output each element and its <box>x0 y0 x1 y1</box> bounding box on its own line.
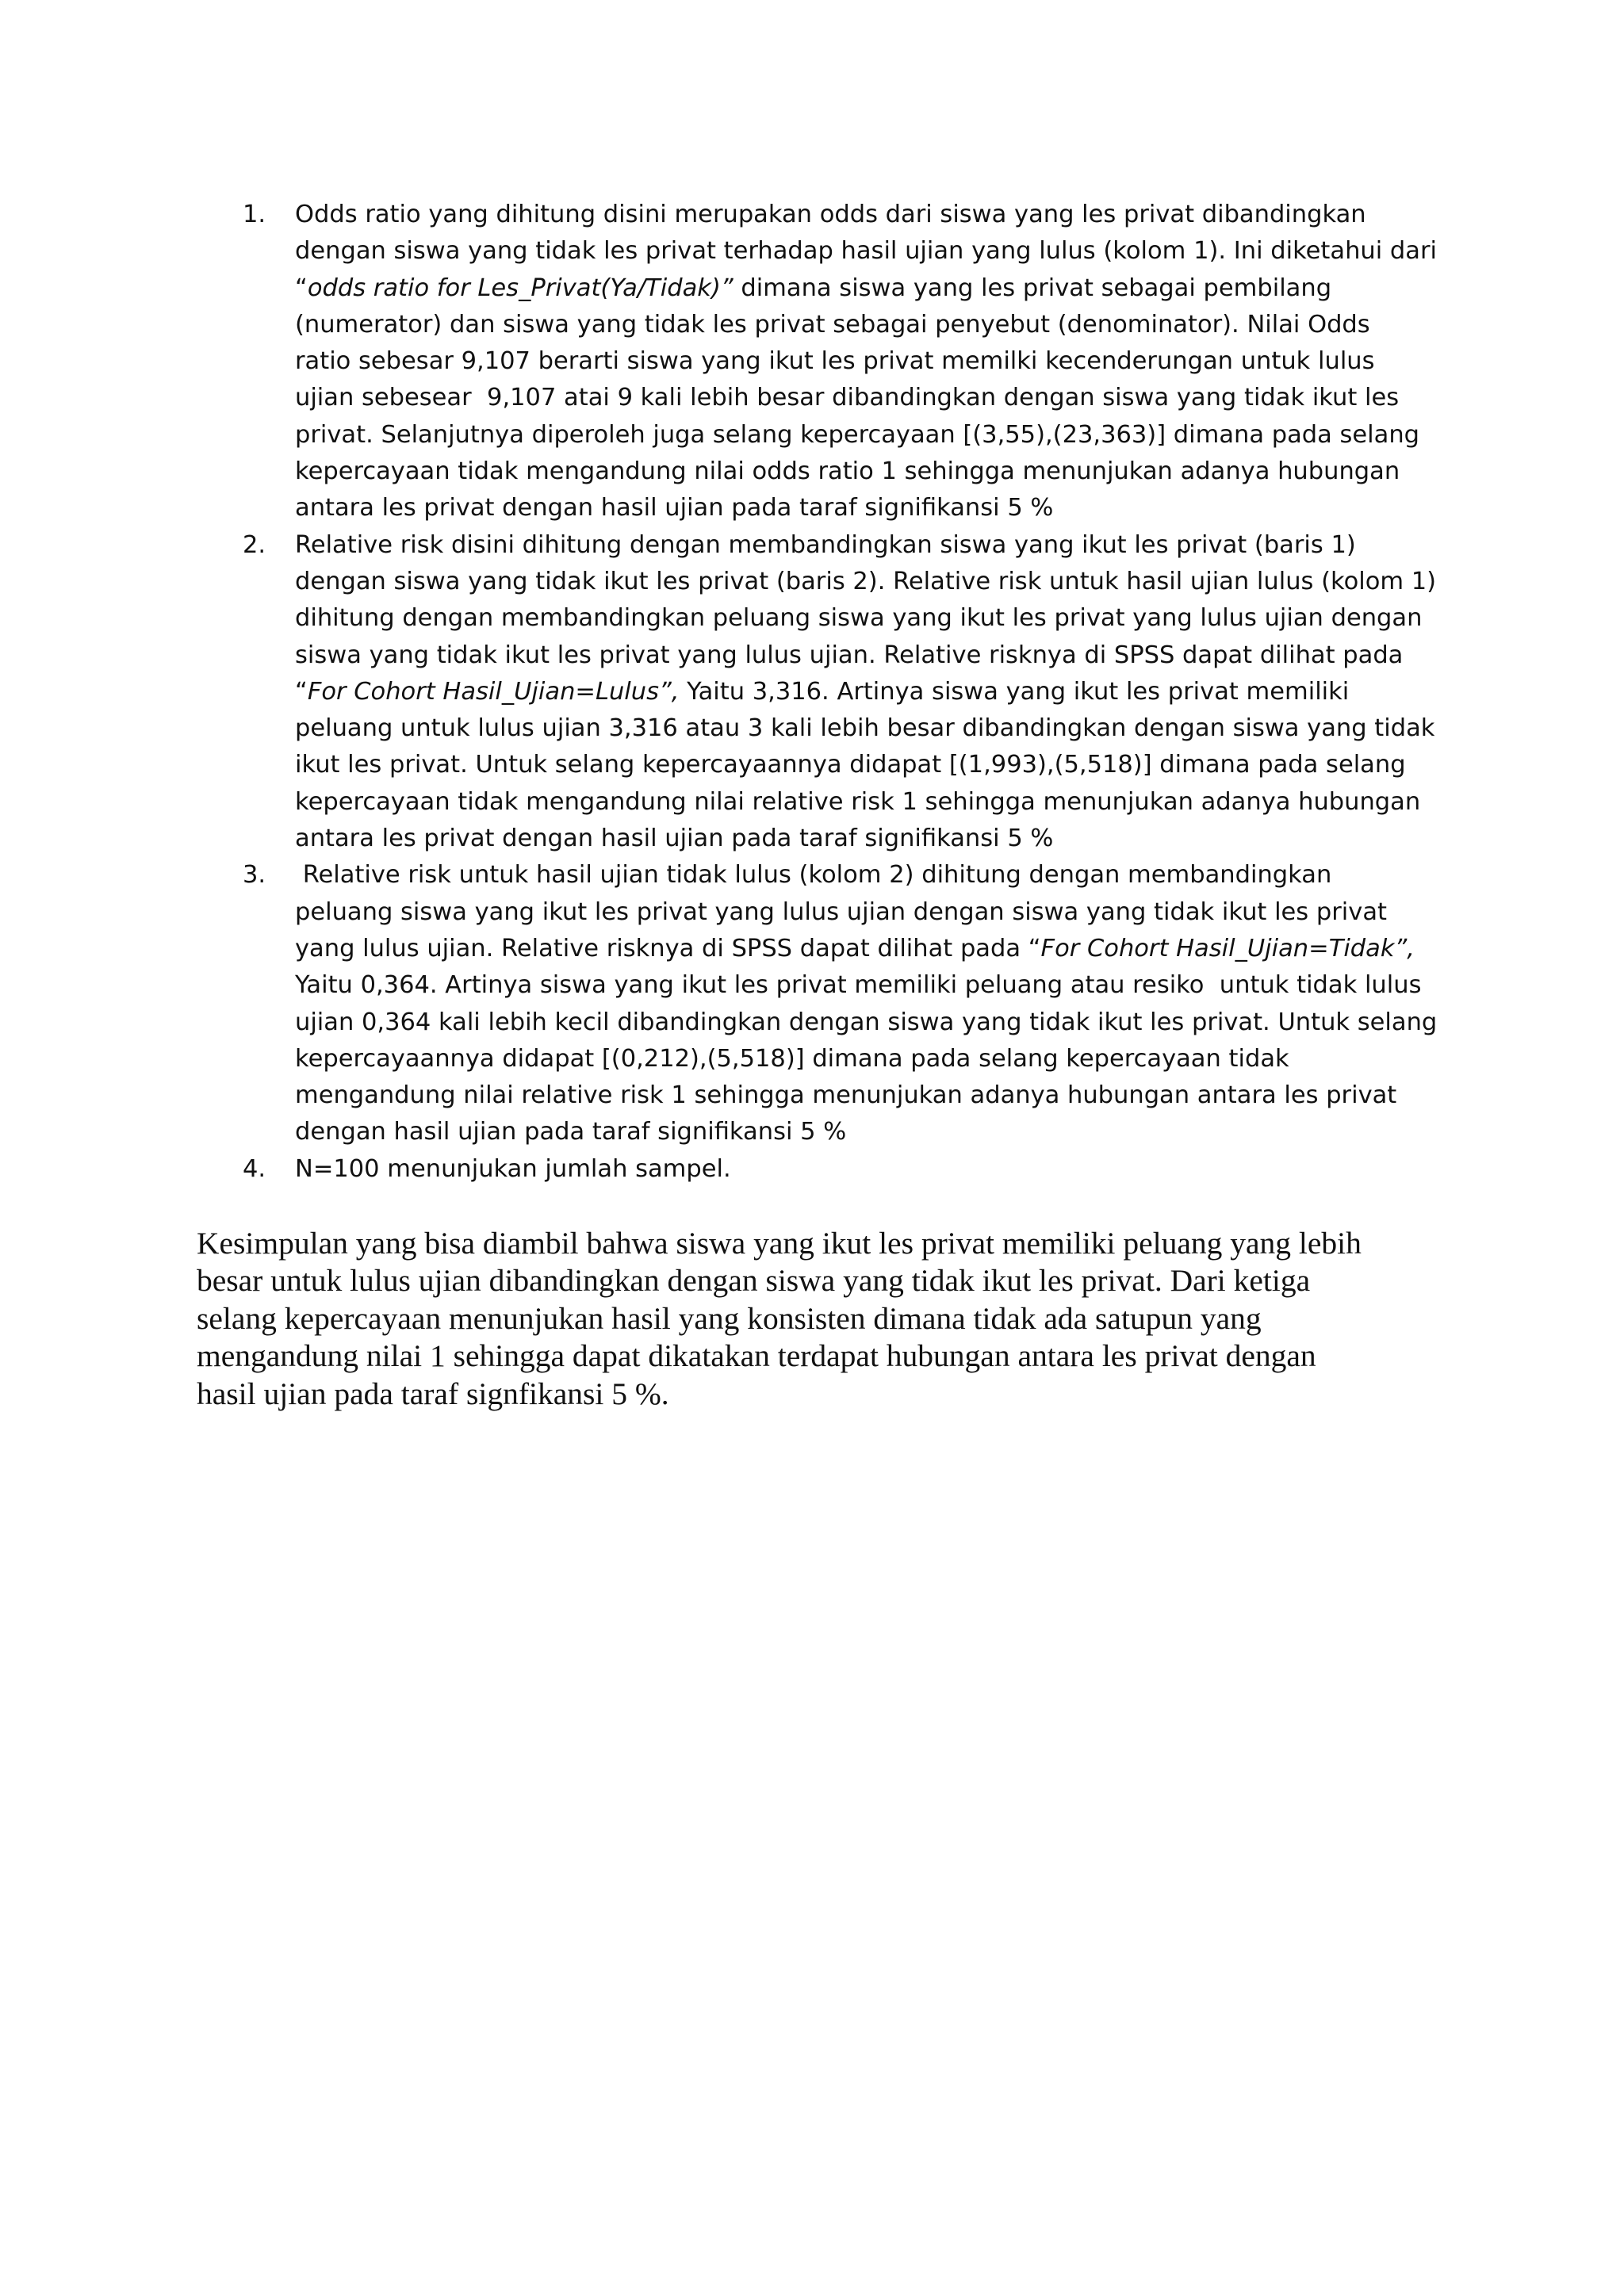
text-run: ujian 0,364 kali lebih kecil dibandingkan dengan siswa yang tidak ikut les privat. Untuk selang <box>295 1008 1438 1036</box>
text-line <box>295 821 1448 857</box>
text-line <box>295 600 1448 637</box>
conclusion-line: besar untuk lulus ujian dibandingkan dengan siswa yang tidak ikut les privat. Dari ketiga <box>197 1263 1311 1299</box>
text-run: dengan siswa yang tidak les privat terhadap hasil ujian yang lulus (kolom 1). Ini diketahui dari <box>295 237 1437 266</box>
text-run: antara les privat dengan hasil ujian pada taraf signifikansi 5 % <box>295 494 1054 522</box>
text-run: mengandung nilai relative risk 1 sehingga menunjukan adanya hubungan antara les privat <box>295 1081 1397 1110</box>
text-line <box>295 343 1448 380</box>
text-line <box>295 637 1448 674</box>
text-run: Relative risk untuk hasil ujian tidak lulus (kolom 2) dihitung dengan membandingkan <box>295 861 1332 890</box>
text-line <box>295 674 1448 710</box>
text-line <box>295 967 1448 1004</box>
text-run: peluang siswa yang ikut les privat yang lulus ujian dengan siswa yang tidak ikut les privat <box>295 897 1387 926</box>
text-line <box>295 417 1448 453</box>
conclusion-paragraph <box>197 1225 1465 1413</box>
text-line <box>295 747 1448 783</box>
text-run: kepercayaannya didapat [(0,212),(5,518)] dimana pada selang kepercayaan tidak <box>295 1044 1289 1073</box>
text-run: dimana siswa yang les privat sebagai pembilang <box>733 274 1332 302</box>
text-line <box>295 490 1448 526</box>
text-run: privat. Selanjutnya diperoleh juga selang kepercayaan [(3,55),(23,363)] dimana pada selang <box>295 420 1420 449</box>
numbered-list <box>243 197 1448 1188</box>
text-line <box>295 527 1448 564</box>
italic-text-run: For Cohort Hasil_Ujian=Tidak”, <box>1040 934 1415 962</box>
text-line <box>295 307 1448 343</box>
text-run: ratio sebesar 9,107 berarti siswa yang ikut les privat memilki kecenderungan untuk lulus <box>295 347 1375 376</box>
text-line <box>295 1077 1448 1114</box>
text-line <box>295 1151 1448 1188</box>
text-run: peluang untuk lulus ujian 3,316 atau 3 kali lebih besar dibandingkan dengan siswa yang tidak <box>295 714 1435 743</box>
text-run: kepercayaan tidak mengandung nilai odds ratio 1 sehingga menunjukan adanya hubungan <box>295 457 1400 486</box>
list-item-number: 2. <box>243 530 266 559</box>
list-item-text <box>295 857 1448 1150</box>
text-line <box>295 564 1448 600</box>
list-item-number: 1. <box>243 201 266 228</box>
text-run: ujian sebesear 9,107 atai 9 kali lebih besar dibandingkan dengan siswa yang tidak ikut les <box>295 384 1400 412</box>
list-item <box>243 1151 1448 1188</box>
text-run: kepercayaan tidak mengandung nilai relative risk 1 sehingga menunjukan adanya hubungan <box>295 787 1421 816</box>
text-run: dihitung dengan membandingkan peluang siswa yang ikut les privat yang lulus ujian dengan <box>295 604 1423 633</box>
text-run: dengan siswa yang tidak ikut les privat (baris 2). Relative risk untuk hasil ujian lulus (kolom 1) <box>295 567 1437 595</box>
text-run: “ <box>295 677 308 706</box>
conclusion-line: hasil ujian pada taraf signfikansi 5 %. <box>197 1376 669 1411</box>
text-line <box>295 784 1448 821</box>
text-line <box>295 453 1448 490</box>
text-run: Odds ratio yang dihitung disini merupakan odds dari siswa yang les privat dibandingkan <box>295 201 1366 228</box>
text-run: siswa yang tidak ikut les privat yang lulus ujian. Relative risknya di SPSS dapat dilihat pada <box>295 641 1404 669</box>
text-line <box>295 710 1448 747</box>
text-run: N=100 menunjukan jumlah sampel. <box>295 1154 731 1183</box>
text-run: Yaitu 3,316. Artinya siswa yang ikut les privat memiliki <box>679 677 1350 706</box>
list-item-text <box>295 1151 1448 1188</box>
text-line <box>295 931 1448 967</box>
text-line <box>295 894 1448 931</box>
list-item <box>243 527 1448 858</box>
text-line <box>295 270 1448 307</box>
conclusion-line: selang kepercayaan menunjukan hasil yang konsisten dimana tidak ada satupun yang <box>197 1300 1262 1336</box>
list-item <box>243 197 1448 527</box>
text-line <box>295 857 1448 894</box>
conclusion-line: mengandung nilai 1 sehingga dapat dikatakan terdapat hubungan antara les privat dengan <box>197 1338 1316 1374</box>
text-line <box>295 197 1448 233</box>
text-run: ikut les privat. Untuk selang kepercayaannya didapat [(1,993),(5,518)] dimana pada selang <box>295 751 1406 779</box>
italic-text-run: For Cohort Hasil_Ujian=Lulus”, <box>307 677 680 706</box>
text-run: (numerator) dan siswa yang tidak les privat sebagai penyebut (denominator). Nilai Odds <box>295 310 1370 339</box>
list-item-text <box>295 197 1448 527</box>
list-item-text <box>295 527 1448 858</box>
list-item-number: 4. <box>243 1154 266 1183</box>
text-run: dengan hasil ujian pada taraf signifikansi 5 % <box>295 1118 847 1146</box>
text-run: antara les privat dengan hasil ujian pada taraf signifikansi 5 % <box>295 825 1054 853</box>
text-run: yang lulus ujian. Relative risknya di SPSS dapat dilihat pada “ <box>295 934 1041 962</box>
text-line <box>295 233 1448 270</box>
text-run: “ <box>295 274 308 302</box>
conclusion-line: Kesimpulan yang bisa diambil bahwa siswa yang ikut les privat memiliki peluang yang lebih <box>197 1226 1362 1261</box>
italic-text-run: odds ratio for Les_Privat(Ya/Tidak)” <box>307 274 733 302</box>
list-item-number: 3. <box>243 861 266 890</box>
text-line <box>295 1114 1448 1150</box>
text-line <box>295 1004 1448 1041</box>
text-run: Yaitu 0,364. Artinya siswa yang ikut les privat memiliki peluang atau resiko untuk tidak lulus <box>295 971 1422 1000</box>
text-run: Relative risk disini dihitung dengan membandingkan siswa yang ikut les privat (baris 1) <box>295 530 1356 559</box>
text-line <box>295 380 1448 416</box>
list-item <box>243 857 1448 1150</box>
text-line <box>295 1041 1448 1077</box>
